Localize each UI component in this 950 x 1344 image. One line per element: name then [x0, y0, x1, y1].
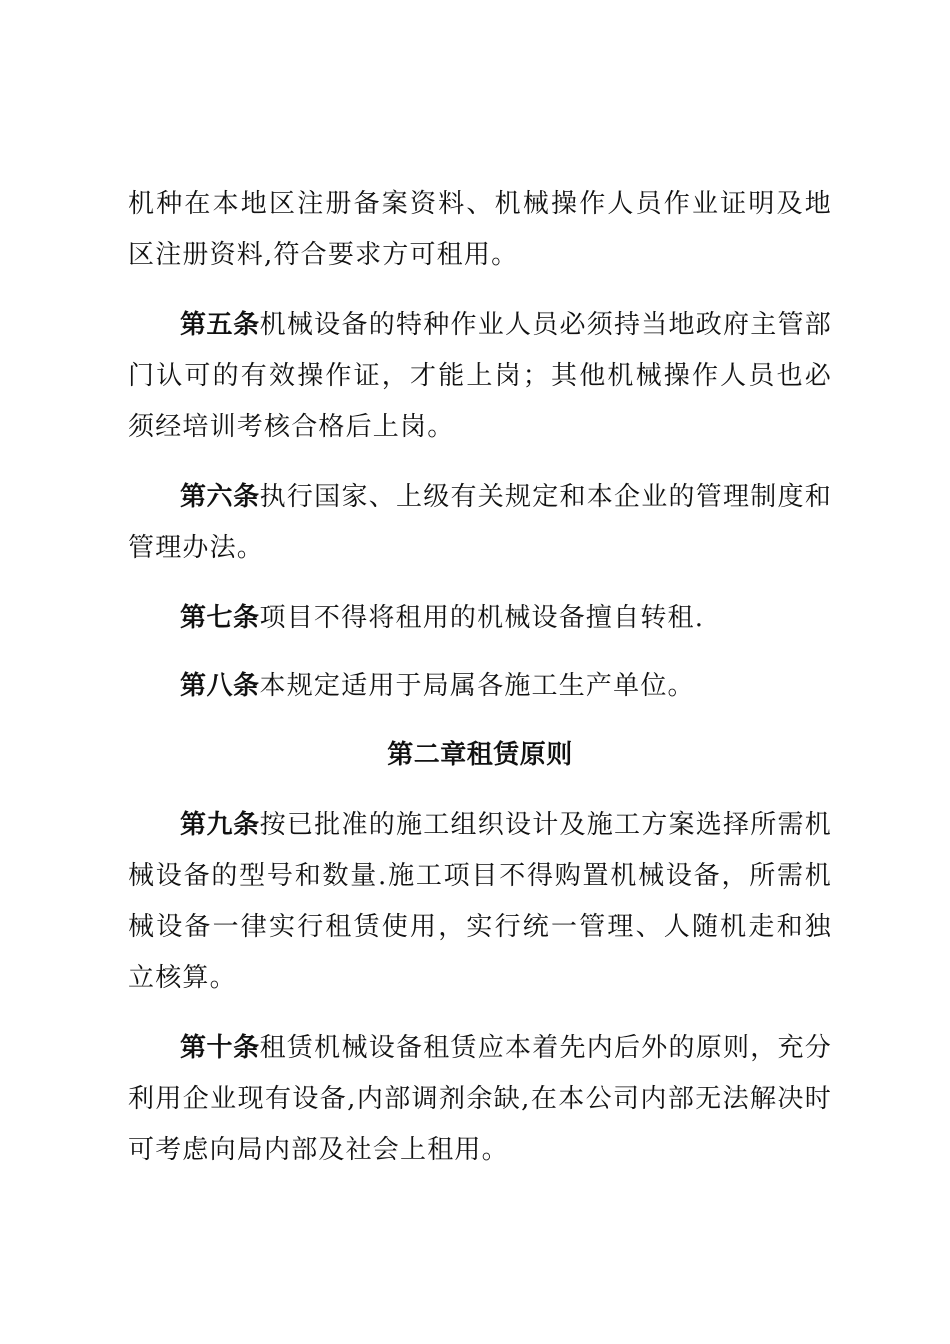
article-5-text: 机械设备的特种作业人员必须持当地政府主管部门认可的有效操作证，才能上岗；其他机械操作人员也必须经培训考核合格后上岗。 — [128, 310, 832, 442]
article-8-number: 第八条 — [180, 671, 260, 701]
article-8 — [128, 661, 832, 712]
chapter-title: 第二章租赁原则 — [387, 740, 573, 770]
article-6-text: 执行国家、上级有关规定和本企业的管理制度和管理办法。 — [128, 482, 832, 563]
article-9 — [128, 800, 832, 1004]
article-7-text: 项目不得将租用的机械设备擅自转租. — [259, 603, 705, 633]
article-6 — [128, 472, 832, 574]
article-9-number: 第九条 — [180, 810, 260, 840]
article-9-text: 按已批准的施工组织设计及施工方案选择所需机械设备的型号和数量.施工项目不得购置机械设备，所需机械设备一律实行租赁使用，实行统一管理、人随机走和独立核算。 — [128, 810, 832, 993]
article-7-number: 第七条 — [180, 603, 260, 633]
continuation-paragraph: 机种在本地区注册备案资料、机械操作人员作业证明及地区注册资料,符合要求方可租用。 — [128, 189, 832, 270]
article-5 — [128, 300, 832, 453]
article-5-number: 第五条 — [180, 310, 260, 340]
article-10 — [128, 1023, 832, 1176]
article-7 — [128, 593, 832, 644]
article-6-number: 第六条 — [180, 482, 260, 512]
document-page — [128, 179, 832, 1176]
article-10-text: 租赁机械设备租赁应本着先内后外的原则，充分利用企业现有设备,内部调剂余缺,在本公司内部无法解决时可考虑向局内部及社会上租用。 — [128, 1033, 832, 1165]
article-8-text: 本规定适用于局属各施工生产单位。 — [259, 671, 695, 701]
article-10-number: 第十条 — [180, 1033, 260, 1063]
